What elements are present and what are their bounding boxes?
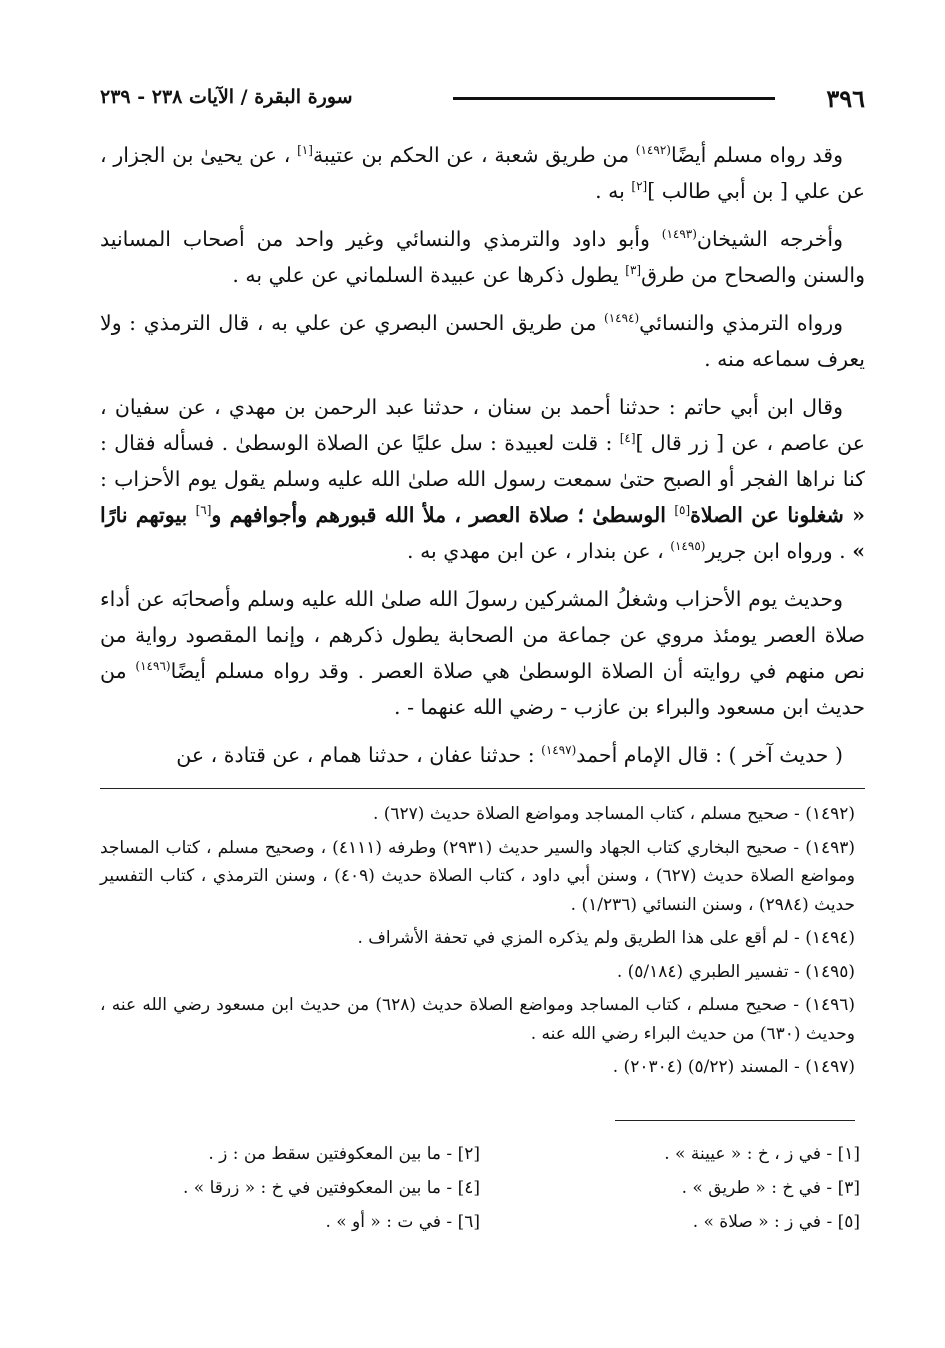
text: ، عن بندار ، عن ابن مهدي به . xyxy=(407,539,671,563)
hadith-quote: « شغلونا عن الصلاة xyxy=(690,503,865,527)
paragraph xyxy=(100,305,865,377)
page-header xyxy=(100,84,865,114)
text: من حديث ابن مسعود والبراء بن عازب - رضي الله عنهما - . xyxy=(100,659,865,719)
footnote: (١٤٩٢) - صحيح مسلم ، كتاب المساجد ومواضع الصلاة حديث (٦٢٧) . xyxy=(372,804,855,824)
text: يطول ذكرها عن عبيدة السلماني عن علي به . xyxy=(232,263,626,287)
variant-note: [٣] - في خ : « طريق » . xyxy=(681,1178,860,1198)
variant-ref: [٢] xyxy=(631,179,648,194)
text: وأبو داود والترمذي والنسائي وغير واحد من أصحاب المسانيد والسنن والصحاح من طرق xyxy=(100,227,865,287)
text: . ورواه ابن جرير xyxy=(705,539,853,563)
text: : قلت لعبيدة : سل عليًا عن الصلاة الوسطىٰ . فسأله فقال : كنا نراها الفجر أو الصبح حتىٰ سمعت رسول الله صلىٰ الله عليه وسلم يقول يوم الأحزاب : xyxy=(100,431,865,491)
text: وقد رواه مسلم أيضًا xyxy=(670,143,843,167)
footnote-ref: (١٤٩٢) xyxy=(635,143,671,158)
text: به . xyxy=(595,179,632,203)
variant-ref: [٥] xyxy=(674,503,691,518)
paragraph xyxy=(100,737,865,773)
text: وقال ابن أبي حاتم : حدثنا أحمد بن سنان ، حدثنا عبد الرحمن بن مهدي ، عن سفيان ، عن عاصم ، عن [ زر قال ] xyxy=(100,395,865,455)
variant-note: [٦] - في ت : « أو » . xyxy=(325,1212,480,1232)
text: ( حديث آخر ) : قال الإمام أحمد xyxy=(576,743,843,767)
text: من طريق شعبة ، عن الحكم بن عتيبة xyxy=(312,143,636,167)
main-text xyxy=(100,137,865,773)
footnote: (١٤٩٧) - المسند (٥/٢٢) (٢٠٣٠٤) . xyxy=(612,1057,855,1077)
variant-note: [٥] - في ز : « صلاة » . xyxy=(692,1212,860,1232)
page-number: ٣٩٦ xyxy=(826,84,865,113)
footnotes xyxy=(100,800,865,1087)
footnote-ref: (١٤٩٣) xyxy=(661,227,697,242)
footnote-ref: (١٤٩٦) xyxy=(135,659,171,674)
hadith-quote: بيوتهم نارًا » xyxy=(100,503,865,563)
footnote-ref: (١٤٩٥) xyxy=(670,539,706,554)
textual-variants xyxy=(100,1140,860,1236)
running-title: سورة البقرة / الآيات ٢٣٨ - ٢٣٩ xyxy=(100,86,353,108)
text: من طريق الحسن البصري عن علي به ، قال الترمذي : ولا يعرف سماعه منه . xyxy=(100,311,865,371)
footnote-separator xyxy=(100,788,865,789)
footnote: (١٤٩٤) - لم أقع على هذا الطريق ولم يذكره المزي في تحفة الأشراف . xyxy=(357,928,855,948)
text: ، عن يحيىٰ بن الجزار ، عن علي [ بن أبي طالب ] xyxy=(100,143,865,203)
variant-note: [٤] - ما بين المعكوفتين في خ : « زرقا » . xyxy=(182,1178,480,1198)
variant-note: [٢] - ما بين المعكوفتين سقط من : ز . xyxy=(208,1144,480,1164)
hadith-quote: الوسطىٰ ؛ صلاة العصر ، ملأ الله قبورهم وأجوافهم و xyxy=(211,503,675,527)
variant-ref: [٦] xyxy=(195,503,212,518)
footnote: (١٤٩٦) - صحيح مسلم ، كتاب المساجد ومواضع الصلاة حديث (٦٢٨) من حديث ابن مسعود رضي الله عنه ، وحديث (٦٣٠) من حديث البراء رضي الله عنه . xyxy=(100,995,855,1044)
footnote: (١٤٩٥) - تفسير الطبري (٥/١٨٤) . xyxy=(616,961,855,982)
footnote: (١٤٩٣) - صحيح البخاري كتاب الجهاد والسير حديث (٢٩٣١) وطرفه (٤١١١) ، وصحيح مسلم ، كتاب المساجد ومواضع الصلاة حديث (٦٢٧) ، وسنن أبي داود ، كتاب الصلاة حديث (٤٠٩) ، وسنن الترمذي ، كتاب التفسير حديث (٢٩٨٤) ، وسنن النسائي (١/٢٣٦) . xyxy=(100,837,856,915)
paragraph xyxy=(100,581,865,725)
variants-separator xyxy=(615,1120,855,1121)
text: ورواه الترمذي والنسائي xyxy=(639,311,843,335)
footnote-ref: (١٤٩٧) xyxy=(541,743,577,758)
variant-note: [١] - في ز ، خ : « عيينة » . xyxy=(664,1144,860,1164)
variant-ref: [١] xyxy=(297,143,313,158)
paragraph xyxy=(100,137,865,209)
paragraph xyxy=(100,221,865,293)
variant-ref: [٣] xyxy=(625,263,642,278)
text: وأخرجه الشيخان xyxy=(696,227,843,251)
footnote-ref: (١٤٩٤) xyxy=(604,311,640,326)
text: وحديث يوم الأحزاب وشغلُ المشركين رسولَ الله صلىٰ الله عليه وسلم وأصحابَه عن أداء صلاة العصر يومئذ مروي عن جماعة من الصحابة يطول ذكرهم ، وإنما المقصود رواية من نص منهم في روايته أن الصلاة الوسطىٰ هي صلاة العصر . وقد رواه مسلم أيضًا xyxy=(100,587,866,683)
header-rule xyxy=(453,97,775,100)
paragraph xyxy=(100,389,865,569)
variant-ref: [٤] xyxy=(619,431,636,446)
text: : حدثنا عفان ، حدثنا همام ، عن قتادة ، عن xyxy=(176,743,542,767)
